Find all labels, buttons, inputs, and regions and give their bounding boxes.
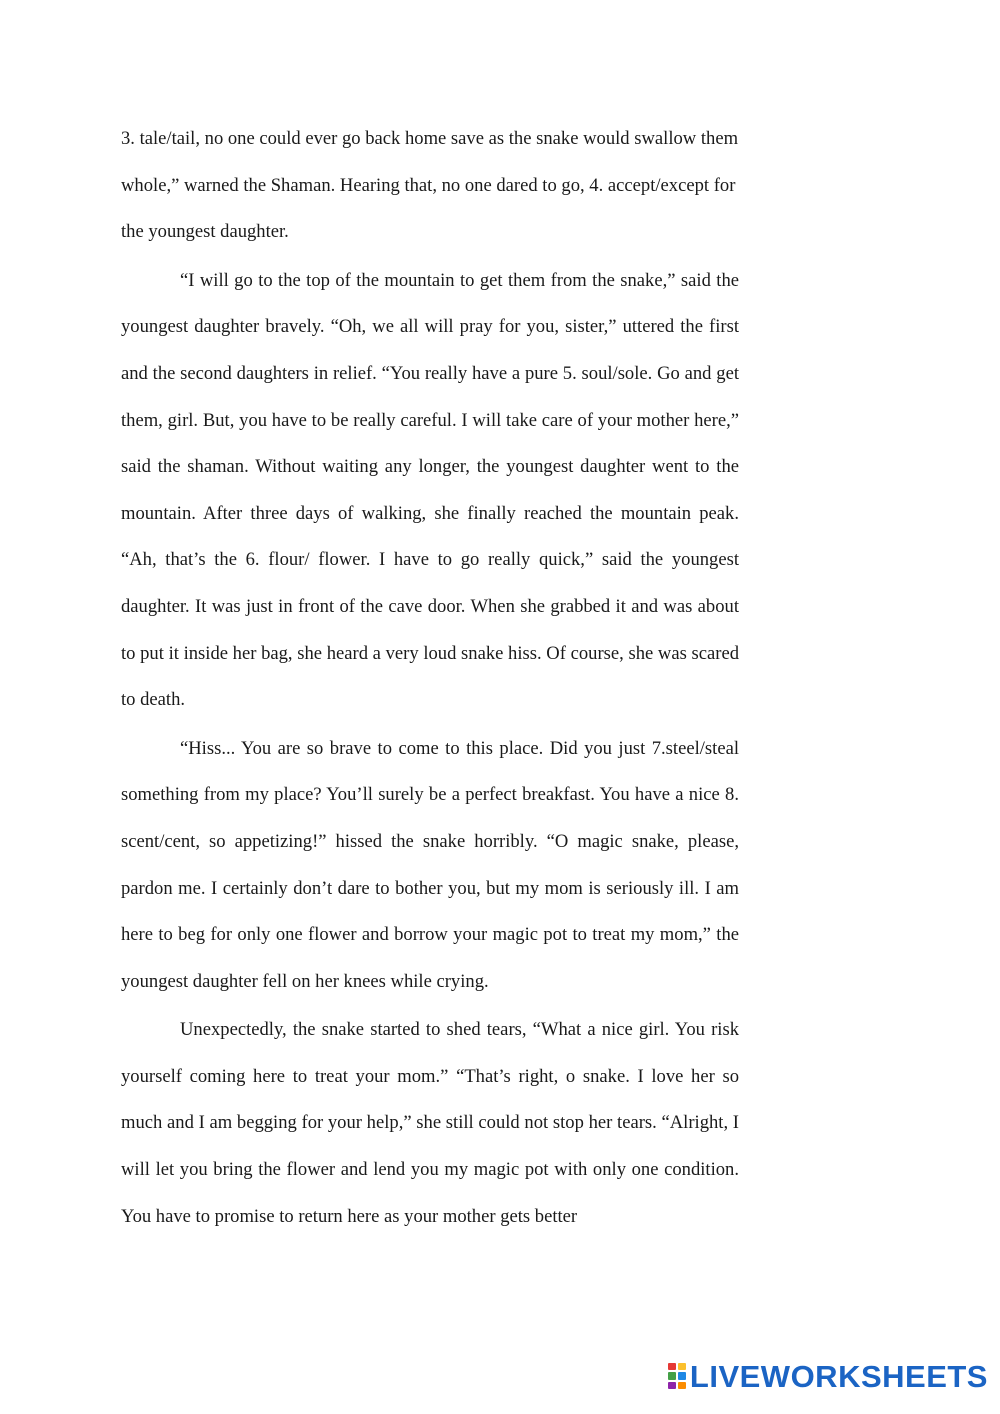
paragraph-4: Unexpectedly, the snake started to shed tears, “What a nice girl. You risk yourself coming here to treat your mom.” “That’s right, o snake. I love her so much and I am begging for your help,” she still could not stop her tears. “Alright, I will let you bring the flower and lend you my magic pot with only one condition. You have to promise to return here as your mother gets better [121, 1019, 739, 1227]
logo-square [668, 1382, 676, 1389]
logo-square [668, 1363, 676, 1370]
logo-square [678, 1363, 686, 1370]
paragraph-2: “I will go to the top of the mountain to get them from the snake,” said the youngest daughter bravely. “Oh, we all will pray for you, sister,” uttered the first and the second daughters in relief. “You really have a pure 5. soul/sole. Go and get them, girl. But, you have to be really careful. I will take care of your mother here,” said the shaman. Without waiting any longer, the youngest daughter went to the mountain. After three days of walking, she finally reached the mountain peak. “Ah, that’s the 6. flour/ flower. I have to go really quick,” said the youngest daughter. It was just in front of the cave door. When she grabbed it and was about to put it inside her bag, she heard a very loud snake hiss. Of course, she was scared to death. [121, 269, 739, 711]
logo-square [678, 1372, 686, 1379]
paragraph-1: 3. tale/tail, no one could ever go back home save as the snake would swallow them whole,” warned the Shaman. Hearing that, no one dared to go, 4. accept/except for the youngest daughter. [121, 128, 739, 243]
logo-square [678, 1382, 686, 1389]
logo-text: LIVEWORKSHEETS [689, 1358, 988, 1394]
paragraph-3: “Hiss... You are so brave to come to this place. Did you just 7.steel/steal something from my place? You’ll surely be a perfect breakfast. You have a nice 8. scent/cent, so appetizing!” hissed the snake horribly. “O magic snake, please, pardon me. I certainly don’t dare to bother you, but my mom is seriously ill. I am here to beg for only one flower and borrow your magic pot to treat my mom,” the youngest daughter fell on her knees while crying. [121, 737, 739, 992]
liveworksheets-logo [668, 1358, 988, 1394]
liveworksheets-logo-icon [668, 1363, 686, 1389]
logo-square [668, 1372, 676, 1379]
story-text [121, 116, 739, 1240]
